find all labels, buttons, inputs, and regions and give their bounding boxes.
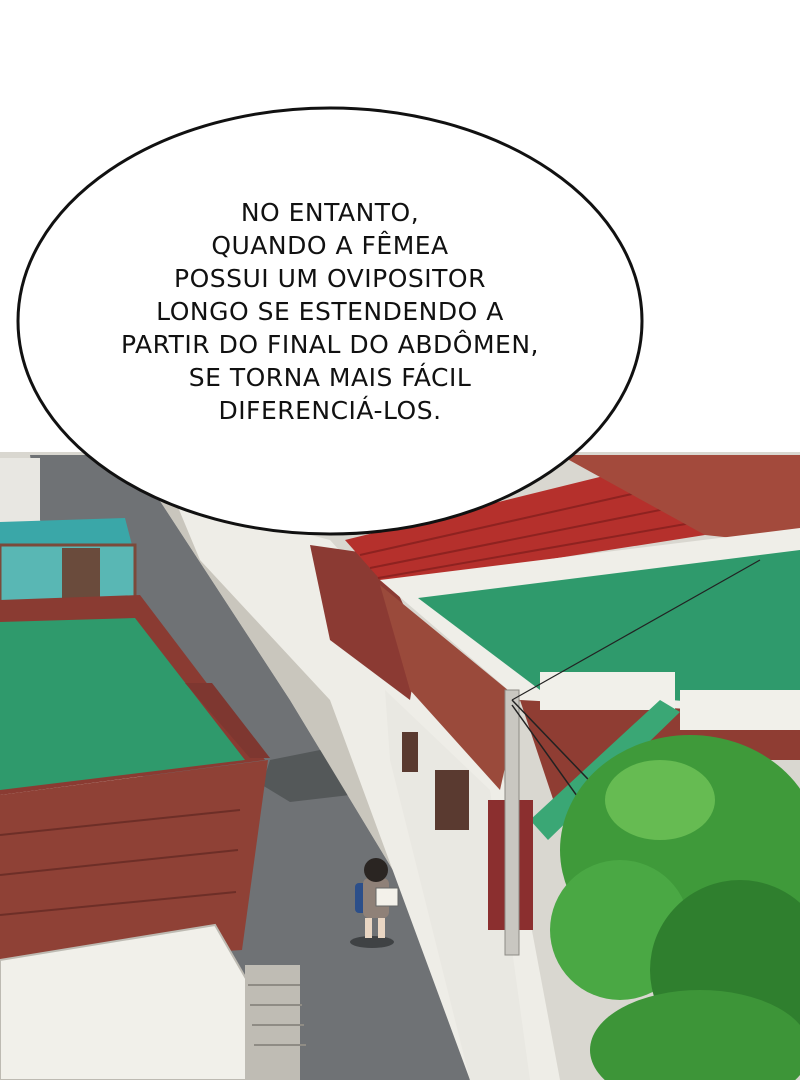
bubble-line: POSSUI UM OVIPOSITOR — [174, 264, 486, 293]
speech-bubble-text — [60, 196, 600, 427]
bubble-line: DIFERENCIÁ-LOS. — [218, 396, 442, 425]
building-topleft-wall — [0, 458, 40, 528]
bubble-line: PARTIR DO FINAL DO ABDÔMEN, — [121, 330, 539, 359]
student-book — [376, 888, 398, 906]
white-parapet-segment — [680, 690, 800, 730]
white-parapet-segment — [540, 672, 675, 710]
left-building-front-wall — [0, 760, 268, 965]
utility-pole — [505, 690, 519, 955]
bubble-line: SE TORNA MAIS FÁCIL — [188, 363, 472, 392]
student-leg — [378, 918, 385, 938]
bubble-line: QUANDO A FÊMEA — [211, 231, 449, 260]
student-head — [364, 858, 388, 882]
bubble-line: LONGO SE ESTENDENDO A — [156, 297, 504, 326]
tree-highlight — [605, 760, 715, 840]
window — [402, 732, 418, 772]
bubble-line: NO ENTANTO, — [240, 198, 420, 227]
window — [435, 770, 469, 830]
student-leg — [365, 918, 372, 938]
stairs — [245, 965, 300, 1080]
